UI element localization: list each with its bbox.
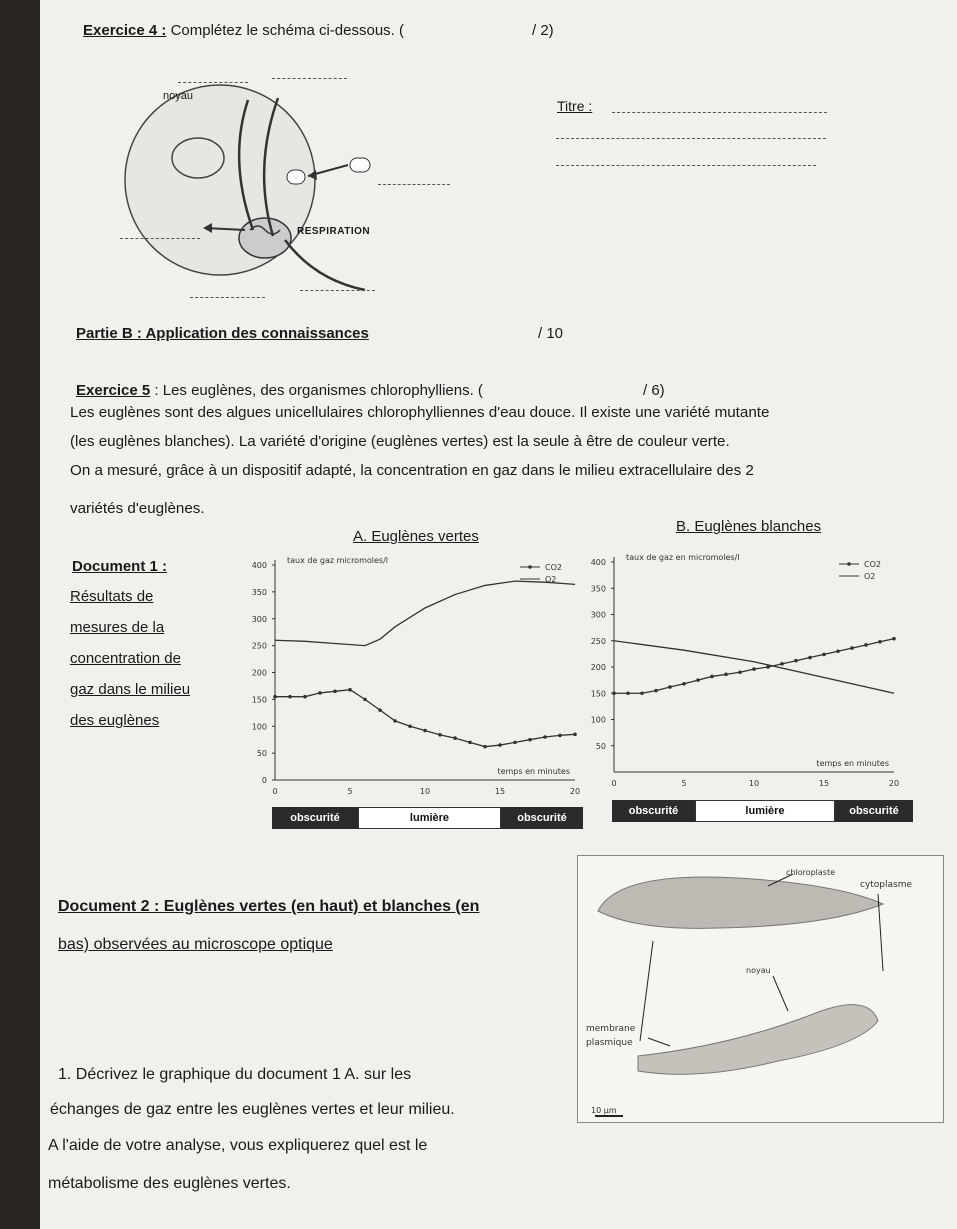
arrow-cytoplasme [878,894,883,971]
chart-a-point-co2 [438,733,442,737]
titre-line-2[interactable] [556,138,826,139]
chart-b-y-tick: 50 [595,741,606,751]
chart-b-x-tick: 5 [681,779,687,788]
doc2-caption-text: Document 2 : Euglènes vertes (en haut) et blanches (en [58,898,480,915]
chart-a [230,545,590,805]
ex4-title [83,22,404,39]
chart-b-point-co2 [710,675,714,679]
molecule-shape-1 [287,170,305,184]
doc1-caption-line: mesures de la [70,619,165,636]
chart-b-y-label: taux de gaz en micromoles/l [626,553,740,562]
chart-b-point-co2 [626,691,630,695]
label-plasmique: plasmique [586,1038,633,1048]
ex4-title-bold: Exercice 4 : [83,22,167,39]
chart-a-x-tick: 10 [419,787,431,796]
doc1-label: Document 1 : [72,558,168,575]
chart-a-period-3: obscurité [501,807,583,829]
chart-a-period-1: obscurité [272,807,358,829]
chart-b-legend-dot [847,562,851,566]
chart-b-y-tick: 100 [590,715,606,725]
blank-line-2 [272,78,347,79]
chart-b-point-co2 [612,691,616,695]
chart-a-point-co2 [273,695,277,699]
label-cytoplasme: cytoplasme [860,880,913,890]
chart-a-period-2: lumière [358,807,501,829]
chart-a-y-tick: 350 [251,587,267,597]
chart-a-legend-label: CO2 [545,563,562,572]
chart-a-point-co2 [363,698,367,702]
chart-a-y-label: taux de gaz micromoles/l [287,556,388,565]
ex5-title-bold: Exercice 5 [76,382,151,399]
ex5-para-line: On a mesuré, grâce à un dispositif adapté, la concentration en gaz dans le milieu extracellulaire des 2 [70,462,754,479]
chart-b-x-tick: 20 [888,779,900,788]
chart-a-series-o2 [275,581,575,646]
doc1-caption-line: concentration de [70,650,181,667]
chart-a-point-co2 [543,735,547,739]
chart-b-period-2: lumière [695,800,835,822]
chart-b-point-co2 [752,667,756,671]
chart-b-y-tick: 250 [590,636,606,646]
chart-a-point-co2 [423,729,427,733]
ex5-para-line: (les euglènes blanches). La variété d'origine (euglènes vertes) est la seule à être de couleur verte. [70,433,730,450]
ex5-score: / 6) [643,382,665,399]
blank-line-3 [378,184,450,185]
chart-a-point-co2 [513,741,517,745]
chart-a-x-tick: 0 [272,787,278,796]
blank-line-4 [120,238,200,239]
chart-a-point-co2 [318,691,322,695]
arrow-noyau [773,976,788,1011]
chart-a-point-co2 [303,695,307,699]
chart-a-point-co2 [288,695,292,699]
titre-line-3[interactable] [556,165,816,166]
molecule-shape-2 [350,158,370,172]
doc1-caption-line: Résultats de [70,588,154,605]
chart-b-point-co2 [822,653,826,657]
label-chloroplaste: chloroplaste [786,868,836,877]
chart-a-point-co2 [333,690,337,694]
chart-a-title: A. Euglènes vertes [353,528,479,545]
chart-b-legend-label: O2 [864,572,876,581]
chart-b-point-co2 [668,685,672,689]
question-line: métabolisme des euglènes vertes. [48,1175,291,1192]
chart-a-x-label: temps en minutes [497,767,570,776]
chart-b-point-co2 [780,662,784,666]
question-line: 1. Décrivez le graphique du document 1 A. sur les [58,1066,412,1083]
chart-b-legend-label: CO2 [864,560,881,569]
question-line: échanges de gaz entre les euglènes vertes et leur milieu. [50,1101,455,1118]
arrow-path-3 [285,240,365,290]
chart-b-y-tick: 200 [590,663,606,672]
ex5-title-text: : Les euglènes, des organismes chlorophylliens. ( [154,382,483,399]
chart-b-x-tick: 0 [611,779,617,788]
green-euglena [598,877,883,928]
microscope-image [577,855,944,1123]
chart-a-y-tick: 0 [261,776,267,785]
chart-a-y-tick: 400 [251,561,267,570]
chart-a-point-co2 [498,743,502,747]
chart-a-point-co2 [483,745,487,749]
mitochondria-shape [239,218,291,258]
chart-b-x-tick: 15 [818,779,830,788]
ex4-score: / 2) [532,22,554,39]
chart-b-x-label: temps en minutes [816,759,889,768]
doc2-caption [58,898,479,916]
chart-a-point-co2 [558,734,562,738]
chart-a-y-tick: 150 [251,695,267,705]
chart-a-point-co2 [468,741,472,745]
chart-a-y-tick: 300 [251,614,267,624]
respiration-label: RESPIRATION [297,226,371,237]
blank-line-5 [190,297,265,298]
chart-b-y-tick: 350 [590,584,606,594]
noyau-label: noyau [163,90,193,102]
chart-a-x-tick: 15 [494,787,506,796]
titre-label: Titre : [557,98,593,114]
chart-b [582,540,917,800]
chart-b-y-tick: 400 [590,558,606,567]
chart-b-y-tick: 150 [590,689,606,699]
chart-b-point-co2 [878,640,882,644]
chart-a-point-co2 [393,719,397,723]
ex4-title-text: Complétez le schéma ci-dessous. ( [170,22,405,39]
chart-b-point-co2 [892,637,896,641]
chart-b-point-co2 [864,643,868,647]
ex5-para-line: Les euglènes sont des algues unicellulaires chlorophylliennes d'eau douce. Il existe une variété mutante [70,404,770,421]
chart-b-point-co2 [850,646,854,650]
chart-b-period-3: obscurité [835,800,913,822]
partB-heading: Partie B : Application des connaissances [76,325,369,342]
micrograph [578,856,943,1122]
ex5-para-line: variétés d'euglènes. [70,500,205,517]
chart-a-point-co2 [528,738,532,742]
chart-a-y-tick: 250 [251,641,267,651]
chart-a-point-co2 [573,733,577,737]
chart-b-point-co2 [738,670,742,674]
chart-a-x-tick: 20 [569,787,581,796]
label-noyau: noyau [746,966,771,975]
chart-a-point-co2 [453,736,457,740]
chart-b-point-co2 [836,649,840,653]
chart-a-point-co2 [408,724,412,728]
chart-b-point-co2 [654,689,658,693]
chart-b-point-co2 [794,659,798,663]
chart-a-legend-dot [528,565,532,569]
chart-b-point-co2 [696,678,700,682]
chart-b-point-co2 [682,682,686,686]
chart-a-point-co2 [378,708,382,712]
doc1-caption-line: des euglènes [70,712,160,729]
arrow-membrane [648,1038,670,1046]
chart-b-point-co2 [724,673,728,677]
chart-a-y-tick: 50 [256,749,267,759]
arrow-membrane-left [640,941,653,1041]
ex5-title [76,382,483,399]
respiration-schema [110,70,470,300]
doc1-caption-line: gaz dans le milieu [70,681,191,698]
chart-a-point-co2 [348,688,352,692]
doc2-caption-line2: bas) observées au microscope optique [58,936,333,953]
partB-score: / 10 [538,325,564,342]
label-membrane: membrane [586,1024,636,1034]
white-euglena [638,1005,878,1075]
chart-b-x-tick: 10 [748,779,760,788]
chart-a-y-tick: 200 [251,668,267,678]
chart-b-y-tick: 300 [590,610,606,620]
blank-line-6 [300,290,375,291]
titre-line-1[interactable] [612,112,827,113]
question-line: A l'aide de votre analyse, vous expliquerez quel est le [48,1137,428,1154]
chart-b-point-co2 [640,691,644,695]
chart-a-y-tick: 100 [251,722,267,732]
blank-line-1 [178,82,248,83]
chart-a-x-tick: 5 [347,787,353,796]
label-scale: 10 µm [591,1106,617,1115]
chart-b-period-1: obscurité [612,800,695,822]
chart-b-point-co2 [808,656,812,660]
chart-a-legend-label: O2 [545,575,557,584]
chart-b-title: B. Euglènes blanches [676,518,822,535]
